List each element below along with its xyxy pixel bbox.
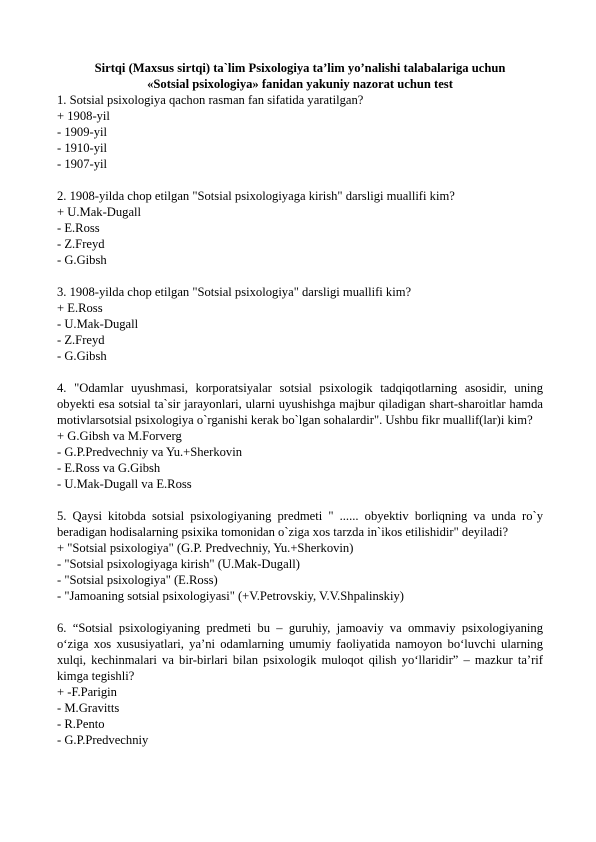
question-text: 2. 1908-yilda chop etilgan "Sotsial psixologiyaga kirish" darsligi muallifi kim? bbox=[57, 189, 455, 203]
answer-option: - G.P.Predvechniy va Yu.+Sherkovin bbox=[57, 445, 243, 459]
question-3 bbox=[57, 284, 543, 364]
answer-option: + G.Gibsh va M.Forverg bbox=[57, 429, 182, 443]
answer-option: - 1910-yil bbox=[57, 141, 108, 155]
answer-option: - R.Pento bbox=[57, 717, 105, 731]
answer-option: - 1907-yil bbox=[57, 157, 108, 171]
answer-option: + "Sotsial psixologiya" (G.P. Predvechniy, Yu.+Sherkovin) bbox=[57, 541, 354, 555]
answer-option: - "Sotsial psixologiya" (E.Ross) bbox=[57, 573, 218, 587]
answer-option: - G.Gibsh bbox=[57, 253, 107, 267]
answer-option: + -F.Parigin bbox=[57, 685, 117, 699]
answer-option: + 1908-yil bbox=[57, 109, 110, 123]
answer-option: + E.Ross bbox=[57, 301, 103, 315]
question-6 bbox=[57, 620, 543, 748]
answer-option: - "Jamoaning sotsial psixologiyasi" (+V.Petrovskiy, V.V.Shpalinskiy) bbox=[57, 589, 404, 603]
spacer bbox=[57, 268, 543, 284]
question-text: 3. 1908-yilda chop etilgan "Sotsial psixologiya" darsligi muallifi kim? bbox=[57, 285, 412, 299]
answer-option: - Z.Freyd bbox=[57, 237, 105, 251]
answer-option: - Z.Freyd bbox=[57, 333, 105, 347]
question-5 bbox=[57, 508, 543, 604]
answer-option: - M.Gravitts bbox=[57, 701, 120, 715]
answer-option: - "Sotsial psixologiyaga kirish" (U.Mak-Dugall) bbox=[57, 557, 300, 571]
title-line-2: «Sotsial psixologiya» fanidan yakuniy nazorat uchun test bbox=[147, 77, 453, 91]
question-2 bbox=[57, 188, 543, 268]
spacer bbox=[57, 492, 543, 508]
question-text: 6. “Sotsial psixologiyaning predmeti bu – guruhiy, jamoaviy va ommaviy psixologiyaning o‘ziga xos xususiyatlari, ya’ni odamlarning umumiy faoliyatida namoyon bo‘luvchi ularning xulqi, kechinmalari va bir-birlari bilan psixologik muloqot qilish yo‘llaridir” – mazkur ta’rif kimga tegishli? bbox=[57, 621, 543, 683]
spacer bbox=[57, 604, 543, 620]
answer-option: - G.Gibsh bbox=[57, 349, 107, 363]
answer-option: - E.Ross va G.Gibsh bbox=[57, 461, 161, 475]
document-title bbox=[57, 60, 543, 92]
answer-option: - U.Mak-Dugall va E.Ross bbox=[57, 477, 192, 491]
answer-option: - 1909-yil bbox=[57, 125, 108, 139]
question-text: 4. "Odamlar uyushmasi, korporatsiyalar sotsial psixologik tadqiqotlarning asosidir, uning obyekti esa sotsial ta`sir jarayonlari, ularni uyushishga majbur qiladigan shart-sharoitlar hamda motivlarsotsial psixologiya o`rganishi kerak bo`lgan sohalardir". Ushbu fikr muallif(lar)i kim? bbox=[57, 381, 543, 427]
question-text: 1. Sotsial psixologiya qachon rasman fan sifatida yaratilgan? bbox=[57, 93, 364, 107]
answer-option: - U.Mak-Dugall bbox=[57, 317, 139, 331]
question-text: 5. Qaysi kitobda sotsial psixologiyaning predmeti " ...... obyektiv borliqning va unda ro`y beradigan hodisalarning psixika tomonidan o`ziga xos tarzda in`ikos etilishidir" deyiladi? bbox=[57, 509, 543, 539]
spacer bbox=[57, 172, 543, 188]
title-line-1: Sirtqi (Maxsus sirtqi) ta`lim Psixologiya ta’lim yo’nalishi talabalariga uchun bbox=[94, 61, 506, 75]
question-1 bbox=[57, 92, 543, 172]
document-page bbox=[57, 60, 543, 748]
spacer bbox=[57, 364, 543, 380]
answer-option: - G.P.Predvechniy bbox=[57, 733, 149, 747]
question-4 bbox=[57, 380, 543, 492]
answer-option: - E.Ross bbox=[57, 221, 100, 235]
answer-option: + U.Mak-Dugall bbox=[57, 205, 142, 219]
